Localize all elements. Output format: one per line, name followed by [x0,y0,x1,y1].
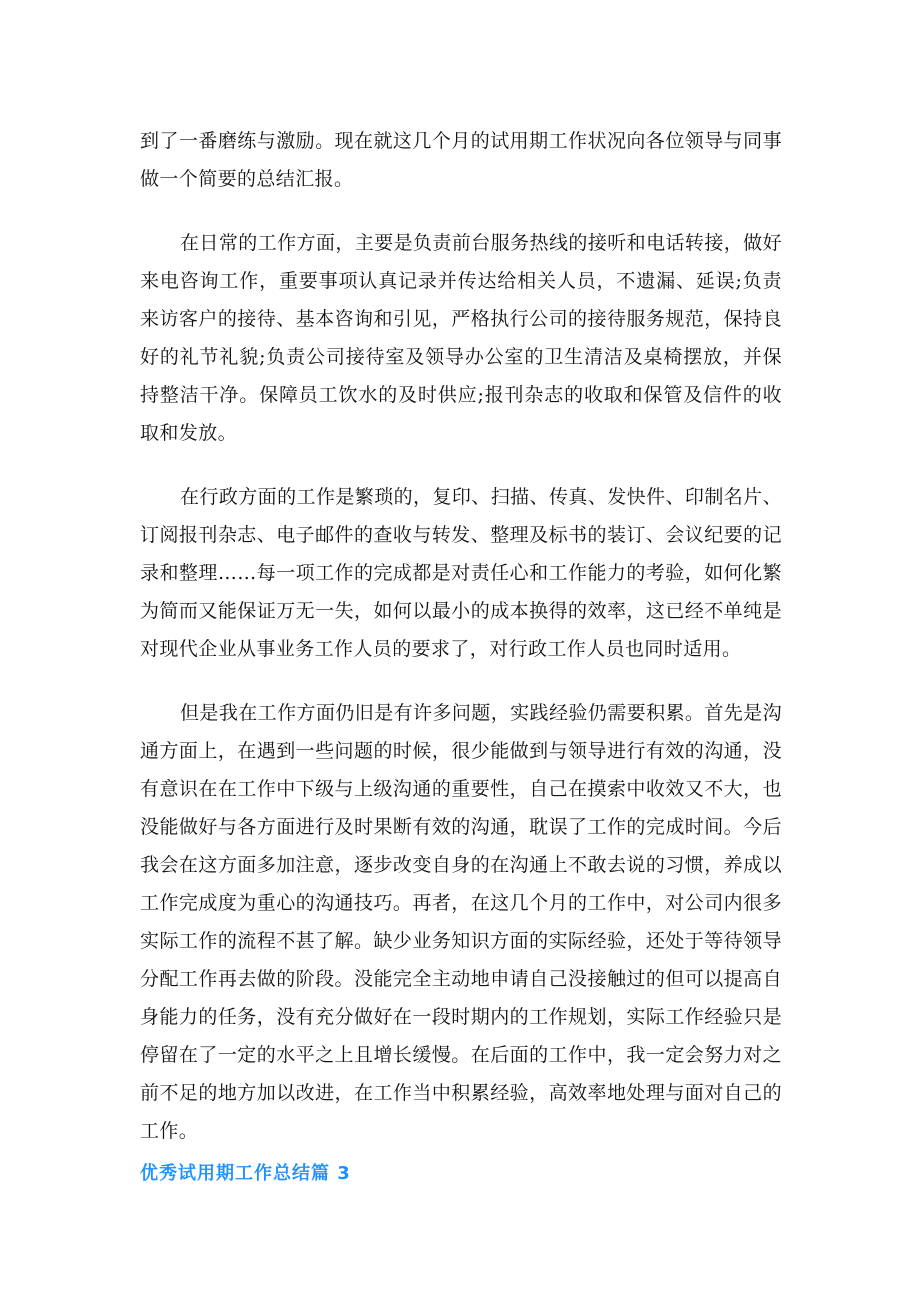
paragraph-problems-improvement: 但是我在工作方面仍旧是有许多问题，实践经验仍需要积累。首先是沟通方面上，在遇到一些问题的时候，很少能做到与领导进行有效的沟通，没有意识在在工作中下级与上级沟通的重要性，自己在摸索中收效又不大，也没能做好与各方面进行及时果断有效的沟通，耽误了工作的完成时间。今后我会在这方面多加注意，逐步改变自身的在沟通上不敢去说的习惯，养成以工作完成度为重心的沟通技巧。再者，在这几个月的工作中，对公司内很多实际工作的流程不甚了解。缺少业务知识方面的实际经验，还处于等待领导分配工作再去做的阶段。没能完全主动地申请自己没接触过的但可以提高自身能力的任务，没有充分做好在一段时期内的工作规划，实际工作经验只是停留在了一定的水平之上且增长缓慢。在后面的工作中，我一定会努力对之前不足的地方加以改进，在工作当中积累经验，高效率地处理与面对自己的工作。 [140,702,782,1142]
paragraph-intro-continuation: 到了一番磨练与激励。现在就这几个月的试用期工作状况向各位领导与同事做一个简要的总结汇报。 [140,130,782,190]
document-body [140,122,782,1176]
paragraph-administrative-work: 在行政方面的工作是繁琐的，复印、扫描、传真、发快件、印制名片、订阅报刊杂志、电子邮件的查收与转发、整理及标书的装订、会议纪要的记录和整理……每一项工作的完成都是对责任心和工作能力的考验，如何化繁为简而又能保证万无一失，如何以最小的成本换得的效率，这已经不单纯是对现代企业从事业务工作人员的要求了，对行政工作人员也同时适用。 [140,486,782,660]
section-heading: 优秀试用期工作总结篇 3 [140,1163,351,1184]
paragraph-daily-work: 在日常的工作方面，主要是负责前台服务热线的接听和电话转接，做好来电咨询工作，重要事项认真记录并传达给相关人员，不遗漏、延误;负责来访客户的接待、基本咨询和引见，严格执行公司的接待服务规范，保持良好的礼节礼貌;负责公司接待室及领导办公室的卫生清洁及桌椅摆放，并保持整洁干净。保障员工饮水的及时供应;报刊杂志的收取和保管及信件的收取和发放。 [140,232,782,444]
